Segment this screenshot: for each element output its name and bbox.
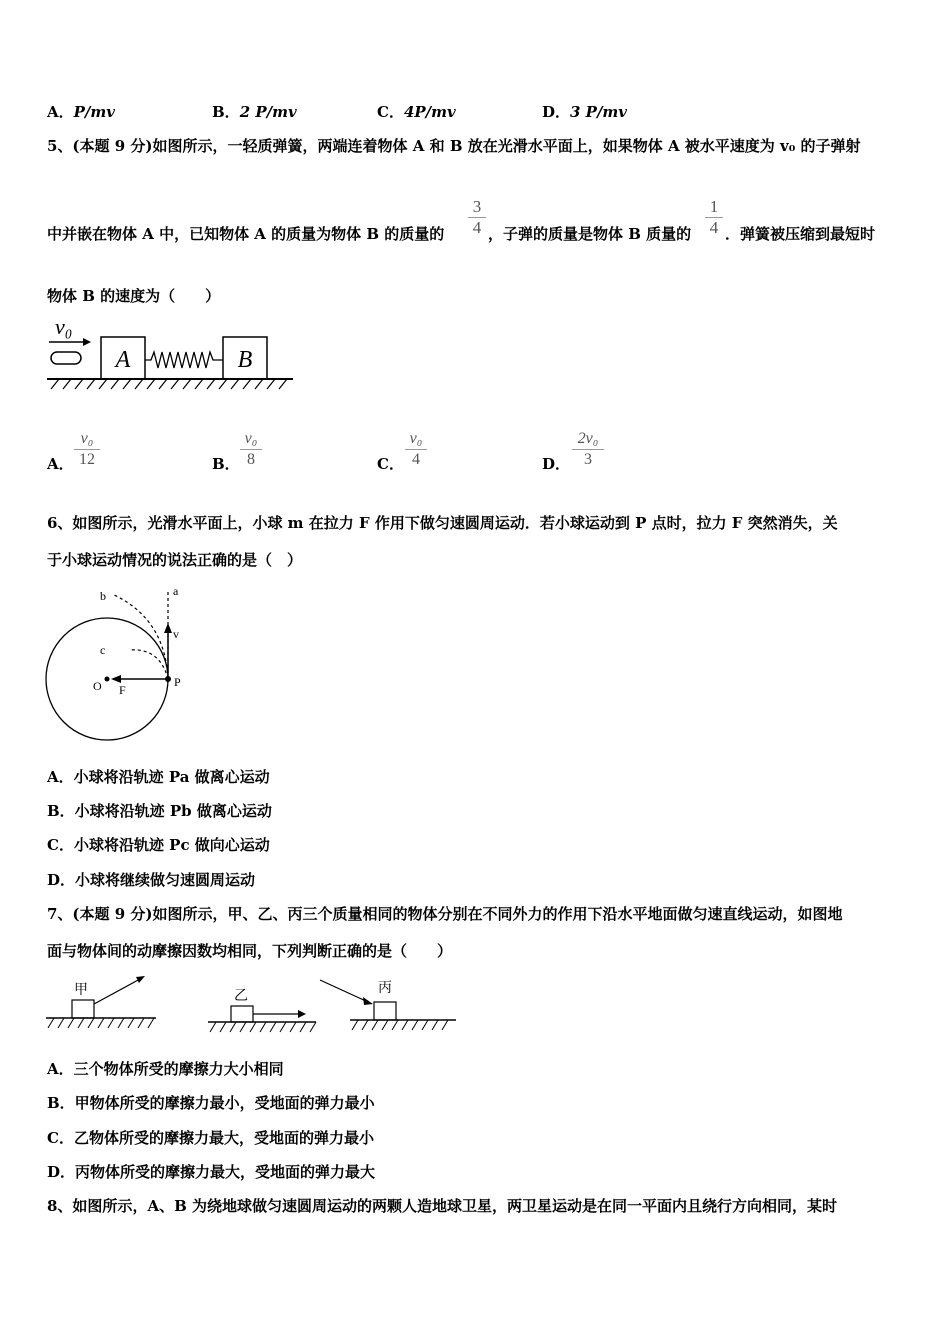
q7-label-jia: 甲 — [74, 983, 88, 998]
q6-line-1: 6、如图所示，光滑水平面上，小球 m 在拉力 F 作用下做匀速圆周运动．若小球运动到 P 点时，拉力 F 突然消失，关 — [47, 514, 838, 532]
q5-option-d-label: D． — [542, 455, 571, 473]
q5-spring — [145, 352, 223, 368]
q5-fraction-three-quarters: 3 4 — [468, 198, 486, 237]
q6-label-a: a — [173, 584, 179, 598]
q5-spring-figure — [45, 312, 300, 392]
q4-option-c: C．4P/mv — [377, 103, 456, 121]
q4-option-a: A．P/mv — [47, 103, 115, 121]
q7-force-jia — [94, 979, 140, 1004]
q6-option-a: A．小球将沿轨迹 Pa 做离心运动 — [47, 768, 270, 786]
q4-option-d: D．3 P/mv — [542, 103, 628, 121]
q6-label-p: P — [174, 675, 181, 689]
q8-line-1: 8、如图所示，A、B 为绕地球做匀速圆周运动的两颗人造地球卫星，两卫星运动是在同一平面内且绕行方向相同，某时 — [47, 1197, 837, 1215]
q5-fraction-one-quarter: 1 4 — [705, 198, 723, 237]
q6-option-b: B．小球将沿轨迹 Pb 做离心运动 — [47, 802, 272, 820]
q7-line-1: 7、(本题 9 分)如图所示，甲、乙、丙三个质量相同的物体分别在不同外力的作用下沿水平地面做匀速直线运动，如图地 — [47, 905, 843, 923]
q6-label-c: c — [100, 643, 106, 657]
q5-line-2b: ，子弹的质量是物体 B 质量的 — [488, 225, 692, 243]
q7-label-bing: 丙 — [378, 981, 392, 996]
q6-label-v: v — [173, 627, 179, 641]
q5-line-2a: 中并嵌在物体 A 中，已知物体 A 的质量为物体 B 的质量的 — [47, 225, 445, 243]
q5-line-1: 5、(本题 9 分)如图所示，一轻质弹簧，两端连着物体 A 和 B 放在光滑水平面上，如果物体 A 被水平速度为 v₀ 的子弹射 — [47, 137, 861, 155]
q6-center-point — [105, 677, 110, 682]
q7-block-jia — [72, 1000, 94, 1018]
q5-option-a-label: A． — [47, 455, 74, 473]
q5-option-b-label: B． — [212, 455, 240, 473]
q5-line-3: 物体 B 的速度为（ ） — [47, 287, 221, 305]
q7-option-a: A．三个物体所受的摩擦力大小相同 — [47, 1060, 284, 1078]
q7-option-b: B．甲物体所受的摩擦力最小，受地面的弹力最小 — [47, 1094, 375, 1112]
q7-label-yi: 乙 — [234, 989, 248, 1004]
q5-option-d-fraction: 2v₀ 3 — [572, 430, 604, 469]
q5-option-c-label: C． — [377, 455, 404, 473]
q5-option-c-fraction: v₀ 4 — [405, 430, 427, 469]
q7-force-figure — [44, 970, 460, 1036]
q7-force-bing — [320, 980, 368, 1002]
q5-block-b-label: B — [237, 347, 253, 373]
q4-option-b: B．2 P/mv — [212, 103, 297, 121]
q5-block-a-label: A — [115, 347, 131, 373]
q5-line-2c: ．弹簧被压缩到最短时 — [725, 225, 876, 243]
q6-path-b — [112, 594, 168, 679]
q7-block-yi — [231, 1006, 253, 1022]
q7-line-2: 面与物体间的动摩擦因数均相同，下列判断正确的是（ ） — [47, 942, 453, 960]
q6-option-d: D．小球将继续做匀速圆周运动 — [47, 871, 256, 889]
q5-option-a-fraction: v₀ 12 — [74, 430, 100, 469]
q6-label-o: O — [93, 679, 102, 693]
q6-line-2: 于小球运动情况的说法正确的是（ ） — [47, 551, 303, 569]
q6-option-c: C．小球将沿轨迹 Pc 做向心运动 — [47, 836, 270, 854]
q6-ball — [165, 676, 171, 682]
q7-block-bing — [374, 1002, 396, 1020]
q7-option-c: C．乙物体所受的摩擦力最大，受地面的弹力最小 — [47, 1129, 374, 1147]
q6-label-f: F — [119, 683, 126, 697]
q5-bullet — [51, 352, 81, 364]
q6-circle-figure — [40, 578, 200, 743]
q7-option-d: D．丙物体所受的摩擦力最大，受地面的弹力最大 — [47, 1163, 376, 1181]
q5-ground-hatch — [51, 379, 287, 389]
q5-option-b-fraction: v₀ 8 — [240, 430, 262, 469]
q6-label-b: b — [100, 589, 106, 603]
q5-velocity-label: v₀ — [55, 314, 73, 339]
